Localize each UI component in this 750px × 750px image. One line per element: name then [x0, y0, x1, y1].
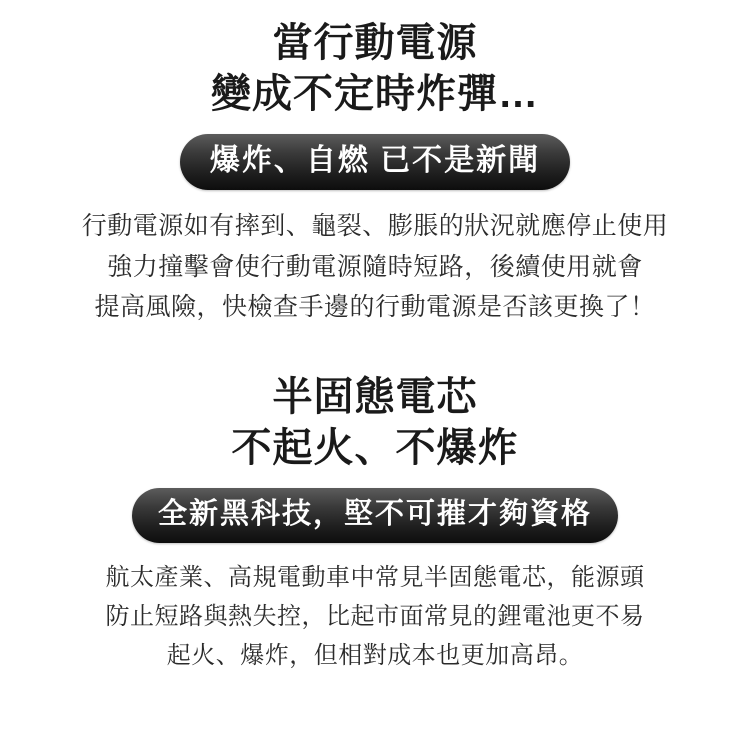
section-2-body	[106, 559, 645, 676]
headline-line: 當行動電源	[272, 21, 478, 65]
body-line: 起火、爆炸，但相對成本也更加高昂。	[166, 641, 584, 669]
section-1-body	[82, 206, 669, 328]
headline-line: 半固態電芯	[272, 374, 478, 419]
body-line: 強力撞擊會使行動電源隨時短路，後續使用就會	[107, 252, 643, 281]
body-line: 防止短路與熱失控，比起市面常見的鋰電池更不易	[105, 602, 645, 630]
headline-line: 變成不定時炸彈…	[211, 72, 539, 117]
body-line: 提高風險，快檢查手邊的行動電源是否該更換了！	[94, 293, 656, 322]
body-line: 航太產業、高規電動車中常見半固態電芯，能源頭	[105, 564, 645, 592]
headline-line: 不起火、不爆炸	[231, 426, 519, 471]
body-line: 行動電源如有摔到、龜裂、膨脹的狀況就應停止使用	[81, 212, 669, 241]
section-2-headline	[232, 372, 519, 474]
section-1-badge: 爆炸、自燃 已不是新聞	[180, 134, 570, 190]
section-1-headline	[211, 18, 539, 120]
section-semi-solid-cell	[0, 372, 750, 676]
section-2-badge: 全新黑科技，堅不可摧才夠資格	[132, 488, 618, 543]
section-power-bank-warning	[0, 18, 750, 328]
